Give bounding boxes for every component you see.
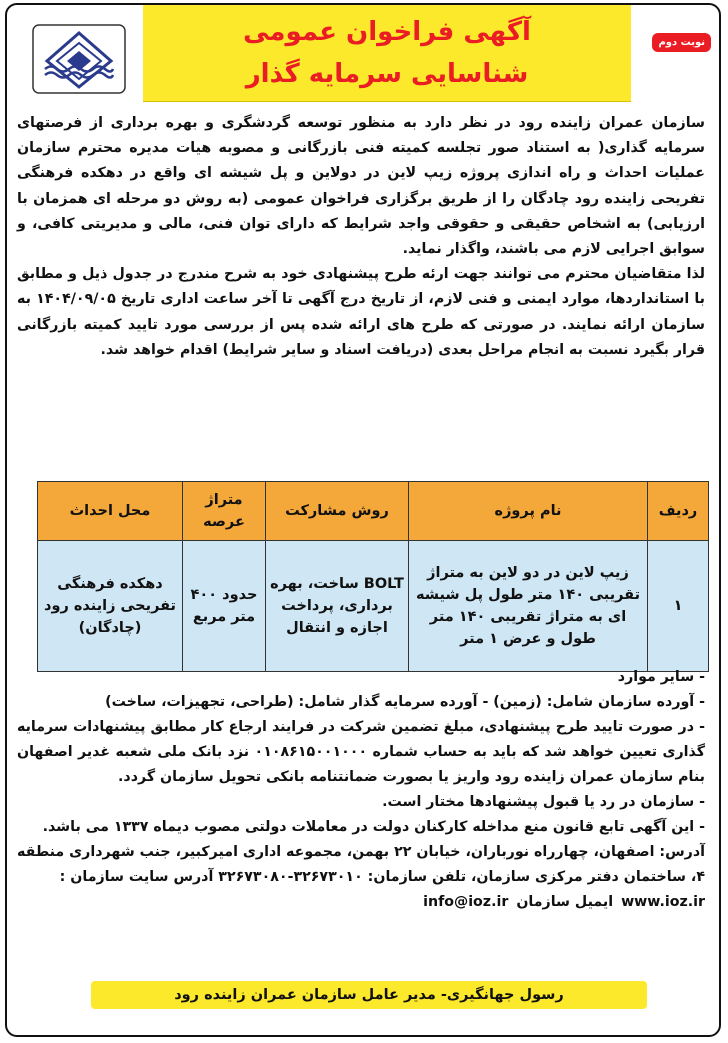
notice-header [143, 5, 631, 102]
column-header-method: روش مشارکت [266, 482, 409, 541]
note-item: - این آگهی تابع قانون منع مداخله کارکنان دولت در معاملات دولتی مصوب دیماه ۱۳۳۷ می باشد. [42, 819, 705, 835]
round-badge: نوبت دوم [652, 33, 711, 52]
notes-section [17, 665, 705, 915]
table-row [38, 541, 709, 672]
project-table [37, 481, 709, 672]
body-paragraph: سازمان عمران زاینده رود در نظر دارد به منظور توسعه گردشگری و بهره برداری از فرصتهای سرمایه گذاری( به استناد صور تجلسه کمیته فنی بازرگانی و مصوبه هیات مدیره محترم سازمان عملیات احداث و راه اندازی پروژه زیپ لاین در دولاین و پل شیشه ای واقع در دهکده فرهنگی تفریحی زاینده رود چادگان را از طریق برگزاری فراخوان عمومی (به روش دو مرحله ای همزمان با ارزیابی) به اشخاص حقیقی و حقوقی واجد شرایط که دارای توان فنی، مالی و مدیریتی کافی، و سوابق اجرایی لازم می باشند، واگذار نماید. [17, 115, 705, 258]
cell-location: دهکده فرهنگی تفریحی زاینده رود (چادگان) [38, 541, 183, 672]
column-header-area: متراژ عرصه [183, 482, 266, 541]
notice-title: آگهی فراخوان عمومی [243, 17, 531, 47]
contact-line [17, 890, 705, 915]
cell-participation-method: BOLT ساخت، بهره برداری، پرداخت اجازه و انتقال [266, 541, 409, 672]
body-paragraph: لذا متقاضیان محترم می توانند جهت ارئه طرح پیشنهادی خود به شرح مندرج در جدول ذیل و مطابق با استانداردها، موارد ایمنی و فنی لازم، از تاریخ درج آگهی تا آخر ساعت اداری تاریخ ۱۴۰۴/۰۹/۰۵ به سازمان ارائه نمایند. در صورتی که طرح های ارائه شده پس از بررسی مورد تایید کمیته بازرگانی قرار بگیرد نسبت به انجام مراحل بعدی (دریافت اسناد و سایر شرایط) اقدام خواهد شد. [17, 266, 706, 358]
column-header-location: محل احداث [38, 482, 183, 541]
signature-bar: رسول جهانگیری- مدیر عامل سازمان عمران زاینده رود [91, 981, 647, 1009]
email-link[interactable]: info@ioz.ir [423, 894, 509, 910]
column-header-row: ردیف [648, 482, 709, 541]
notice-body [17, 111, 705, 363]
cell-area: حدود ۴۰۰ متر مربع [183, 541, 266, 672]
email-label: ایمیل سازمان [516, 894, 614, 910]
note-item: - سایر موارد [617, 669, 705, 685]
note-item: - در صورت تایید طرح پیشنهادی، مبلغ تضمین شرکت در فرایند ارجاع کار مطابق پیشنهادات سرمایه گذاری تعیین خواهد شد که باید به حساب شماره ۰۱۰۸۶۱۵۰۰۱۰۰۰ نزد بانک ملی شعبه غدیر اصفهان بنام سازمان عمران زاینده رود واریز یا بصورت ضمانتنامه بانکی تحویل سازمان گردد. [17, 719, 705, 785]
note-item: - سازمان در رد یا قبول پیشنهادها مختار است. [382, 794, 705, 810]
table-header-row [38, 482, 709, 541]
address-text: آدرس: اصفهان، چهارراه نورباران، خیابان ۲۲ بهمن، مجموعه اداری امیرکبیر، جنب شهرداری منطقه ۴، ساختمان دفتر مرکزی سازمان، تلفن سازمان: ۳۲۶۷۳۰۱۰-۳۲۶۷۳۰۸۰ آدرس سایت سازمان : [17, 844, 705, 885]
notice-subtitle: شناسایی سرمایه گذار [245, 59, 529, 89]
notice-frame [5, 3, 721, 1037]
column-header-name: نام پروژه [409, 482, 648, 541]
note-item: - آورده سازمان شامل: (زمین) - آورده سرمایه گذار شامل: (طراحی، تجهیزات، ساخت) [105, 694, 705, 710]
cell-project-name: زیپ لاین در دو لاین به متراژ تقریبی ۱۴۰ متر طول پل شیشه ای به متراژ تقریبی ۱۴۰ متر طول و عرض ۱ متر [409, 541, 648, 672]
organization-logo-icon [31, 23, 127, 95]
cell-row-number: ۱ [648, 541, 709, 672]
website-link[interactable]: www.ioz.ir [621, 894, 705, 910]
